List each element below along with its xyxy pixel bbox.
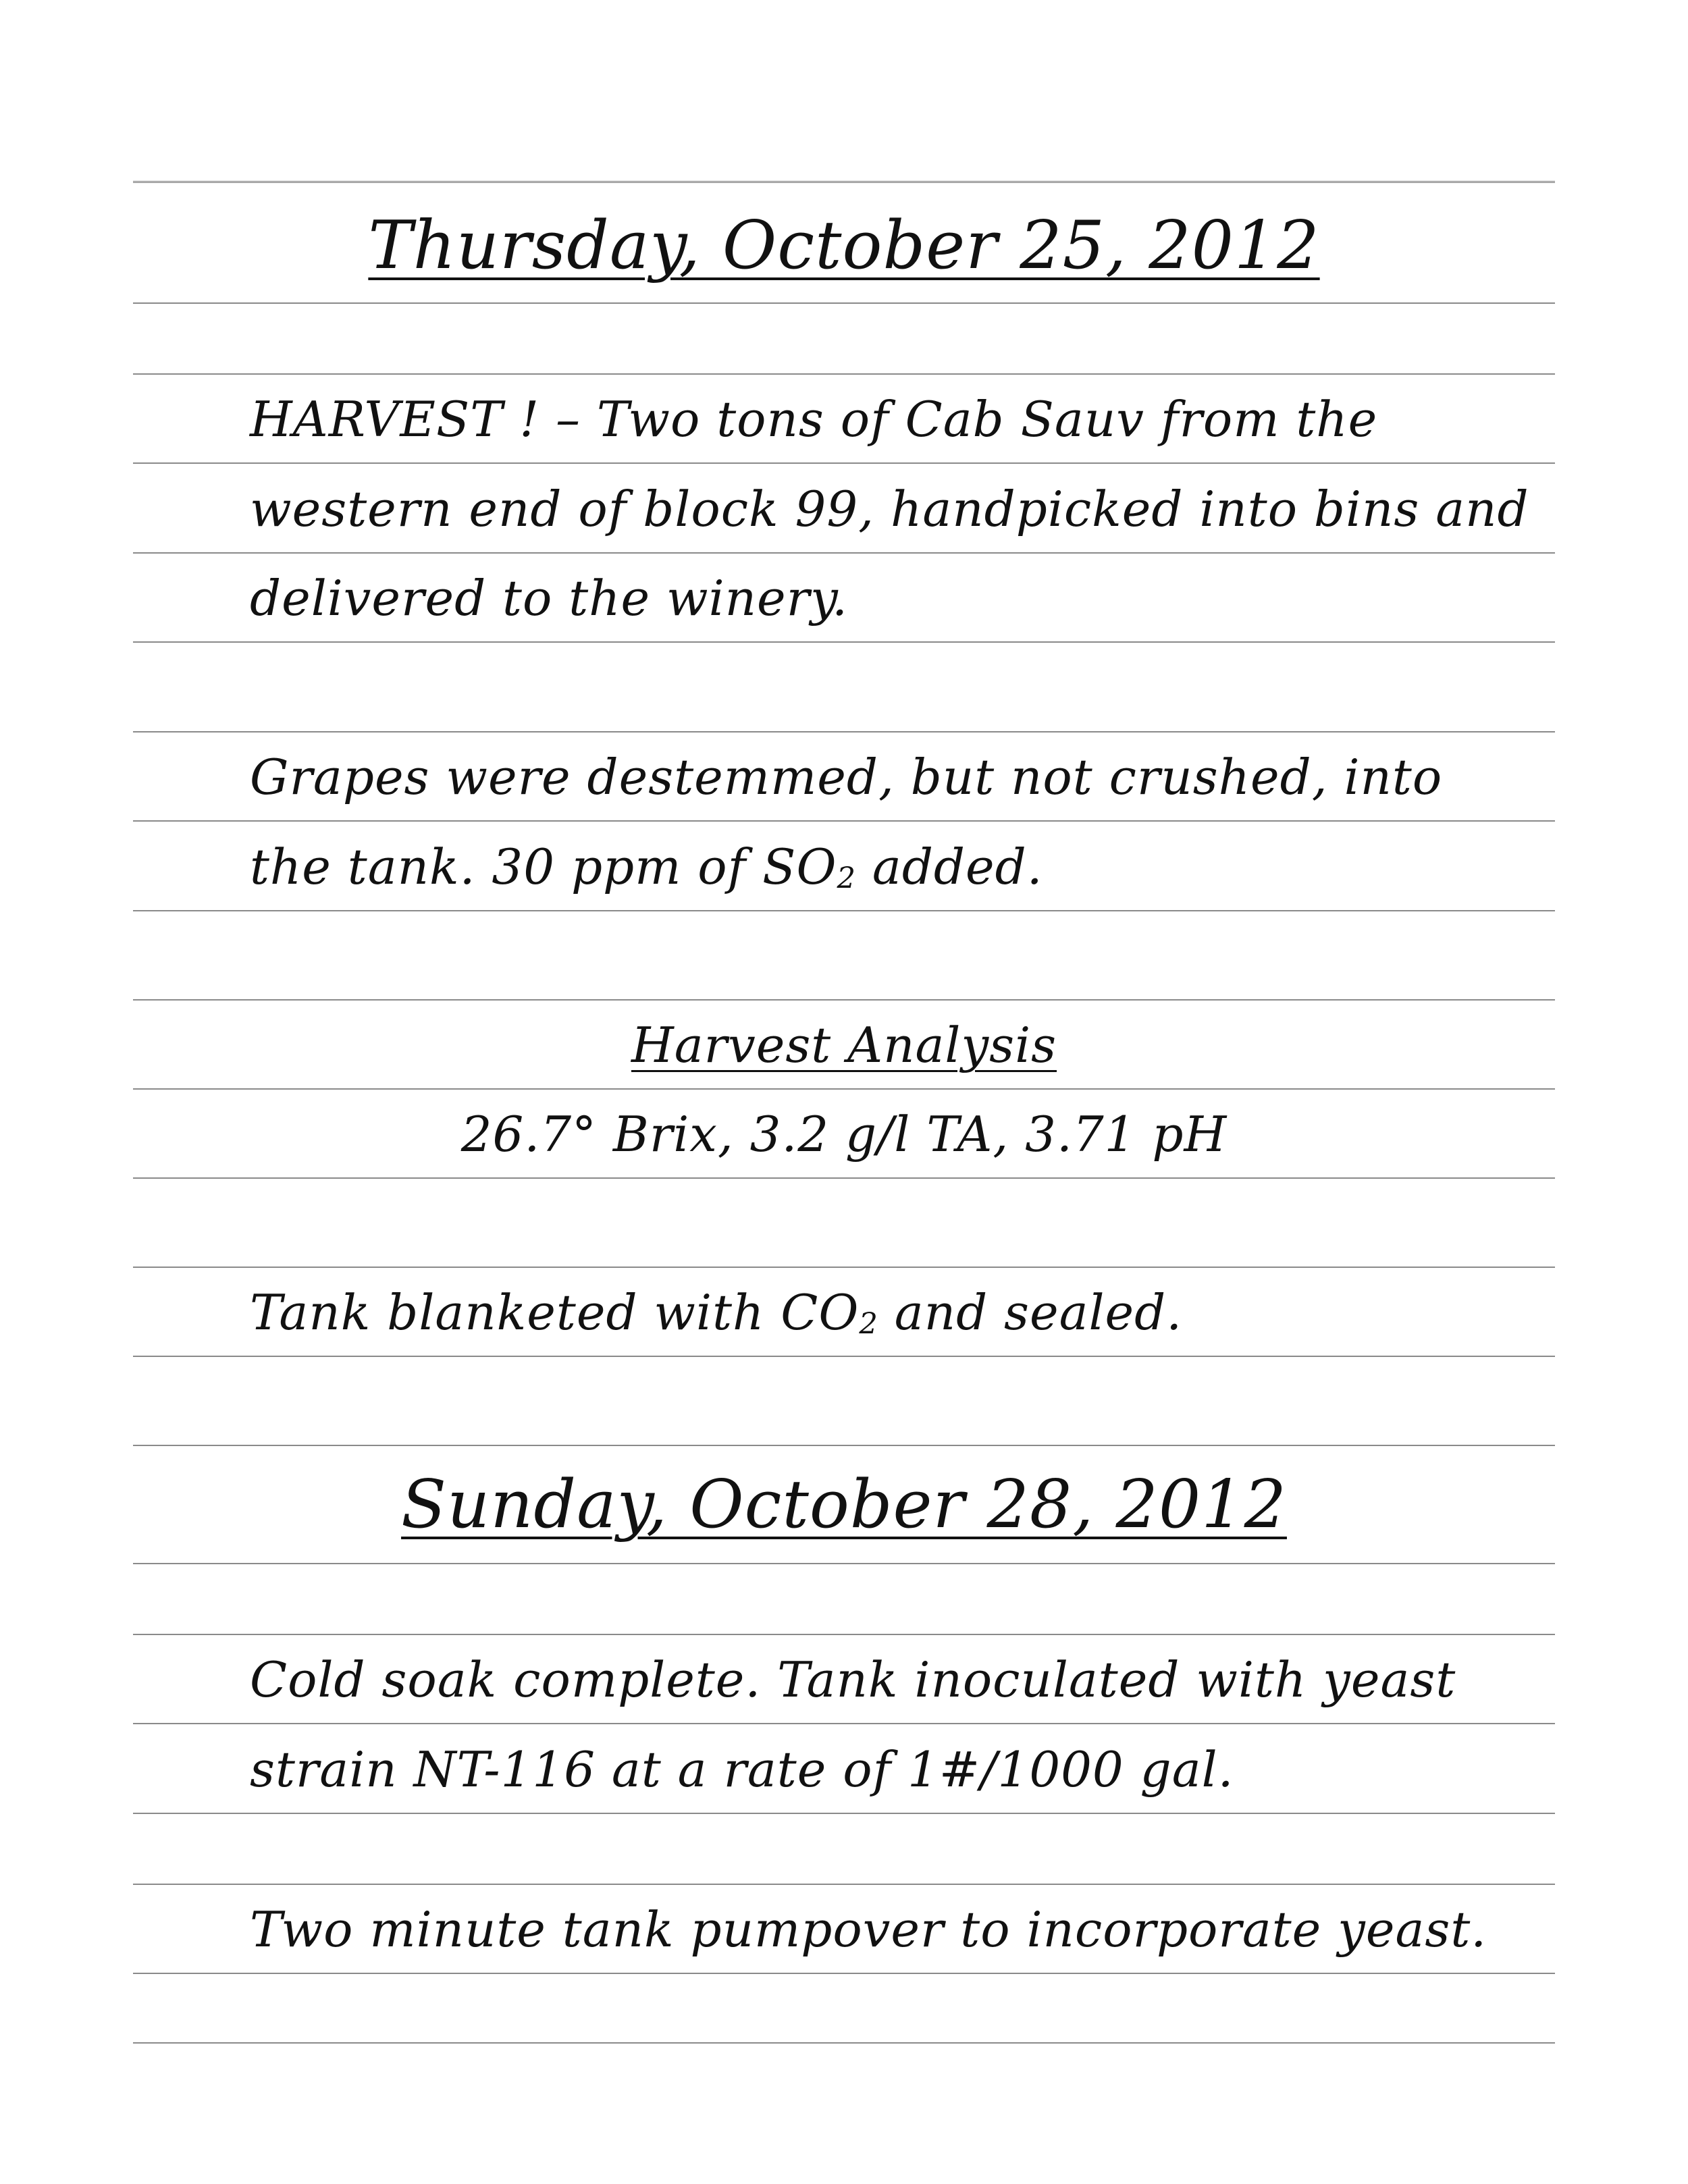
entry-line-text: and sealed.	[894, 1284, 1183, 1341]
ruled-line	[133, 1634, 1555, 1635]
ruled-line	[133, 999, 1555, 1001]
entry-line-text: added.	[872, 838, 1043, 895]
ruled-line	[133, 731, 1555, 733]
top-double-rule	[133, 181, 1555, 186]
entry-line: Grapes were destemmed, but not crushed, into	[250, 749, 1443, 805]
entry-line-co2	[250, 1284, 1183, 1341]
ruled-line	[133, 1267, 1555, 1268]
ruled-line	[133, 1973, 1555, 1974]
ruled-line	[133, 302, 1555, 304]
ruled-line	[133, 462, 1555, 464]
ruled-line	[133, 1088, 1555, 1090]
entry-line-so2	[250, 838, 1043, 896]
ruled-line	[133, 1563, 1555, 1564]
ruled-line	[133, 1884, 1555, 1885]
subscript-2: 2	[837, 861, 856, 896]
subscript-2: 2	[859, 1307, 878, 1341]
analysis-heading: Harvest Analysis	[631, 1017, 1057, 1073]
ruled-line	[133, 1177, 1555, 1179]
entry-line: HARVEST ! – Two tons of Cab Sauv from the	[250, 391, 1378, 448]
ruled-line	[133, 1445, 1555, 1446]
ruled-line	[133, 373, 1555, 375]
ruled-line	[133, 910, 1555, 911]
entry-date-heading: Sunday, October 28, 2012	[401, 1466, 1287, 1543]
entry-line: western end of block 99, handpicked into bins and	[250, 481, 1529, 537]
entry-line: Two minute tank pumpover to incorporate yeast.	[250, 1901, 1487, 1958]
entry-line: Cold soak complete. Tank inoculated with yeast	[250, 1651, 1456, 1708]
ruled-line	[133, 2042, 1555, 2044]
ruled-line	[133, 1813, 1555, 1814]
entry-line-text: the tank. 30 ppm of SO	[250, 838, 837, 895]
entry-line: strain NT-116 at a rate of 1#/1000 gal.	[250, 1741, 1234, 1798]
ruled-line	[133, 1356, 1555, 1357]
ruled-line	[133, 820, 1555, 822]
ruled-line	[133, 552, 1555, 554]
entry-date-heading: Thursday, October 25, 2012	[368, 207, 1320, 284]
entry-line-text: Tank blanketed with CO	[250, 1284, 860, 1341]
analysis-values: 26.7° Brix, 3.2 g/l TA, 3.71 pH	[460, 1106, 1228, 1163]
ruled-line	[133, 1723, 1555, 1724]
ruled-line	[133, 641, 1555, 643]
entry-line: delivered to the winery.	[250, 570, 849, 627]
